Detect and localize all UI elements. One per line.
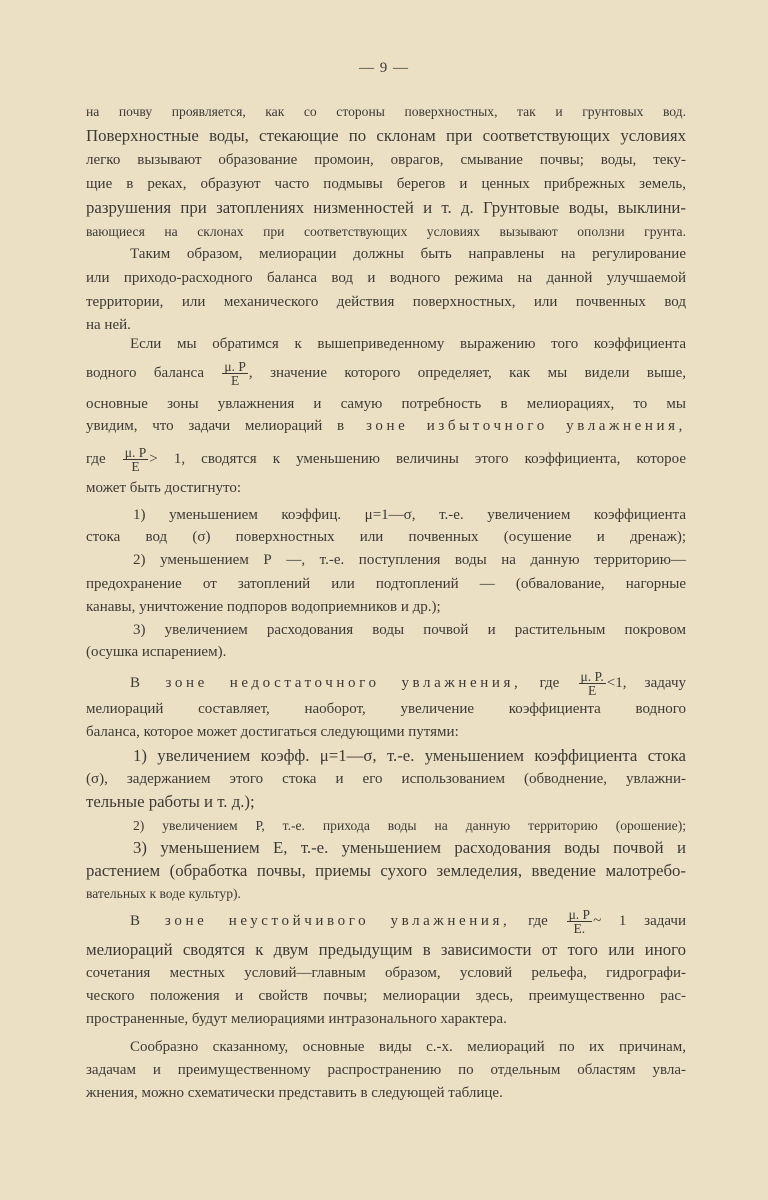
list-item-continuation: растением (обработка почвы, приемы сухого земледелия, введение малотребо- — [86, 861, 686, 880]
text-line: Сообразно сказанному, основные виды с.-х. мелиораций по их причинам, — [130, 1039, 686, 1055]
text-line: жнения, можно схематически представить в следующей таблице. — [86, 1085, 503, 1101]
text-line: на ней. — [86, 317, 131, 333]
fraction-denominator: Е — [588, 683, 597, 698]
list-item-continuation: канавы, уничтожение подпоров водоприемников и др.); — [86, 599, 441, 615]
text-line: мелиораций составляет, наоборот, увеличение коэффициента водного — [86, 701, 686, 717]
text-line: задачам и преимущественному распространению по отдельным областям увла- — [86, 1062, 686, 1078]
text-line: вающиеся на склонах при соответствующих условиях вызывают оползни грунта. — [86, 224, 686, 239]
list-item: 2) увеличением Р, т.-е. прихода воды на данную территорию (орошение); — [133, 818, 686, 833]
text-fragment: где — [539, 674, 560, 691]
greater-than-sign: > — [149, 450, 158, 467]
excess-zone-fraction — [123, 446, 149, 473]
fraction-denominator: Е — [231, 373, 240, 388]
text-fragment: увидим, что задачи мелиораций — [86, 418, 323, 434]
list-item-continuation: вательных к воде культур). — [86, 886, 241, 901]
text-line: мелиораций сводятся к двум предыдущим в зависимости от того или иного — [86, 940, 686, 959]
text-line: может быть достигнуто: — [86, 480, 242, 496]
formula-line — [86, 445, 686, 474]
zone-emphasis: в зоне избыточного увлажнения, — [337, 418, 686, 434]
text-fragment: 1 задачи — [618, 912, 686, 929]
list-item: 3) уменьшением Е, т.-е. уменьшением расходования воды почвой и — [133, 838, 686, 857]
list-item: 2) уменьшением Р —, т.-е. поступления воды на данную территорию— — [133, 552, 686, 568]
text-line — [86, 414, 686, 438]
text-line: пространенные, будут мелиорациями интразонального характера. — [86, 1011, 507, 1027]
page-number: — 9 — — [359, 60, 409, 76]
text-line: или приходо-расходного баланса вод и водного режима на данной улучшаемой — [86, 270, 686, 286]
water-balance-fraction — [222, 360, 248, 387]
text-line: Таким образом, мелиорации должны быть направлены на регулирование — [130, 246, 686, 262]
deficit-zone-fraction — [579, 670, 606, 697]
text-line: разрушения при затоплениях низменностей и т. д. Грунтовые воды, выклини- — [86, 198, 686, 217]
list-item: 1) увеличением коэфф. μ=1—σ, т.-е. уменьшением коэффициента стока — [133, 746, 686, 765]
list-item: 3) увеличением расходования воды почвой и растительным покровом — [133, 622, 686, 638]
text-line: ческого положения и свойств почвы; мелиорации здесь, преимущественно рас- — [86, 988, 686, 1004]
text-fragment: где — [86, 450, 106, 467]
text-line: щие в реках, образуют часто подмывы берегов и ценных прибрежных земель, — [86, 176, 686, 192]
text-line: баланса, которое может достигаться следующими путями: — [86, 724, 459, 740]
fraction-denominator: Е — [131, 459, 140, 474]
text-fragment: где — [528, 912, 548, 929]
text-line: Если мы обратимся к вышеприведенному выражению того коэффициента — [130, 336, 686, 352]
text-line: сочетания местных условий—главным образом, условий рельефа, гидрографи- — [86, 965, 686, 981]
fraction-numerator: μ. Р — [124, 445, 147, 460]
list-item-continuation: (σ), задержанием этого стока и его использованием (обводнение, увлажни- — [86, 771, 686, 787]
list-item-continuation: (осушка испарением). — [86, 644, 227, 660]
text-line: Поверхностные воды, стекающие по склонам при соответствующих условиях — [86, 126, 686, 145]
formula-line — [130, 669, 686, 698]
list-item-continuation: тельные работы и т. д.); — [86, 792, 255, 811]
fraction-denominator: Е. — [573, 921, 586, 936]
text-line: на почву проявляется, как со стороны поверхностных, так и грунтовых вод. — [86, 104, 686, 119]
formula-line — [86, 359, 687, 388]
text-line: основные зоны увлажнения и самую потребность в мелиорациях, то мы — [86, 396, 686, 412]
text-fragment: водного баланса — [86, 364, 204, 381]
text-fragment: , значение которого определяет, как мы видели выше, — [248, 364, 687, 381]
text-line: территории, или механического действия поверхностных, или почвенных вод — [86, 294, 686, 310]
fraction-numerator: μ. Р — [224, 359, 246, 374]
approx-sign: ~ — [593, 912, 602, 929]
fraction-numerator: μ. Р — [568, 907, 591, 922]
list-item-continuation: предохранение от затоплений или подтоплений — (обвалование, нагорные — [86, 576, 686, 592]
list-item: 1) уменьшением коэффиц. μ=1—σ, т.-е. увеличением коэффициента — [133, 507, 686, 523]
less-than-sign: < — [606, 674, 616, 691]
zone-emphasis: В зоне недостаточного увлажнения, — [130, 674, 522, 691]
text-fragment: 1, задачу — [615, 674, 686, 691]
formula-line — [130, 907, 686, 936]
text-fragment: 1, сводятся к уменьшению величины этого коэффициента, которое — [173, 450, 686, 467]
text-line: легко вызывают образование промоин, оврагов, смывание почвы; воды, теку- — [86, 152, 686, 168]
zone-emphasis: В зоне неустойчивого увлажнения, — [130, 912, 511, 929]
unstable-zone-fraction — [567, 908, 593, 935]
fraction-numerator: μ. Р. — [580, 669, 604, 684]
list-item-continuation: стока вод (σ) поверхностных или почвенных (осушение и дренаж); — [86, 529, 686, 545]
